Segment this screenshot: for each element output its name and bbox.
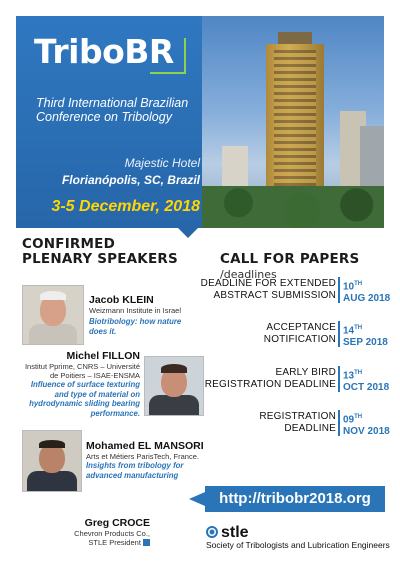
speaker-institution: Weizmann Institute in Israel: [89, 306, 181, 315]
speakers-heading: [22, 237, 178, 267]
speaker-talk: Biotribology: how nature does it.: [89, 317, 182, 336]
venue-name: Majestic Hotel: [124, 156, 200, 170]
speaker-talk: Insights from tribology for advanced manufacturing: [86, 461, 184, 480]
photo-hotel-tower: [266, 44, 324, 194]
conference-name-line1: Third International Brazilian: [36, 96, 189, 110]
deadline-divider: [338, 366, 340, 392]
speaker-klein: [89, 294, 209, 336]
deadline-label: EARLY BIRD REGISTRATION DEADLINE: [204, 367, 336, 390]
website-link[interactable]: http://tribobr2018.org: [205, 486, 385, 512]
hotel-photo: [202, 16, 384, 228]
speakers-heading-line1: CONFIRMED: [22, 236, 115, 252]
stle-logo: stle: [206, 524, 249, 542]
speaker-institution: Arts et Métiers ParisTech, France.: [86, 452, 199, 461]
speaker-photo-fillon: [144, 356, 204, 416]
header-banner: [16, 16, 384, 228]
speaker-institution: Institut Pprime, CNRS – Université de Poitiers – ISAE-ENSMA: [24, 362, 140, 380]
photo-trees: [202, 186, 384, 228]
stle-full-name: Society of Tribologists and Lubrication Engineers: [206, 540, 390, 550]
deadline-date: 13TH OCT 2018: [343, 370, 390, 394]
deadline-date: 09TH NOV 2018: [343, 414, 390, 438]
deadline-label: ACCEPTANCE NOTIFICATION: [263, 322, 336, 345]
speaker-name: Michel FILLON: [66, 350, 140, 362]
speakers-heading-line2: PLENARY SPEAKERS: [22, 251, 178, 267]
speaker-fillon: [22, 350, 140, 418]
president-title: STLE President: [40, 538, 150, 547]
deadline-date: 14TH SEP 2018: [343, 325, 388, 349]
speaker-name: Mohamed EL MANSORI: [86, 440, 204, 452]
banner-text-panel: [16, 16, 202, 228]
deadline-divider: [338, 277, 340, 303]
speaker-photo-klein: [22, 285, 84, 345]
papers-heading-subtitle: /deadlines: [220, 268, 277, 281]
url-pointer: [189, 492, 205, 506]
papers-heading-title: CALL FOR PAPERS: [220, 251, 360, 267]
stle-logo-icon: [206, 526, 218, 538]
conference-name: [36, 96, 206, 124]
venue-city: Florianópolis, SC, Brazil: [61, 173, 200, 187]
deadline-label: DEADLINE FOR EXTENDED ABSTRACT SUBMISSION: [200, 278, 336, 301]
speaker-name: Jacob KLEIN: [89, 294, 154, 306]
president-name: Greg CROCE: [84, 517, 150, 529]
deadline-divider: [338, 410, 340, 436]
speaker-photo-elmansori: [22, 430, 82, 492]
banner-notch: [178, 228, 198, 238]
square-icon: [143, 539, 150, 546]
president-company: Chevron Products Co.,: [74, 529, 150, 538]
deadline-date: 10TH AUG 2018: [343, 281, 391, 305]
conference-name-line2: Conference on Tribology: [36, 110, 172, 124]
stle-president: [40, 517, 150, 547]
speaker-talk: Influence of surface texturing and type of material on hydrodynamic sliding bearing performance.: [29, 380, 140, 418]
deadline-divider: [338, 321, 340, 347]
tribobr-logo: TriboBR: [34, 32, 174, 71]
deadline-label: REGISTRATION DEADLINE: [259, 411, 336, 434]
speaker-elmansori: [86, 440, 206, 480]
conference-dates: 3-5 December, 2018: [51, 198, 200, 215]
